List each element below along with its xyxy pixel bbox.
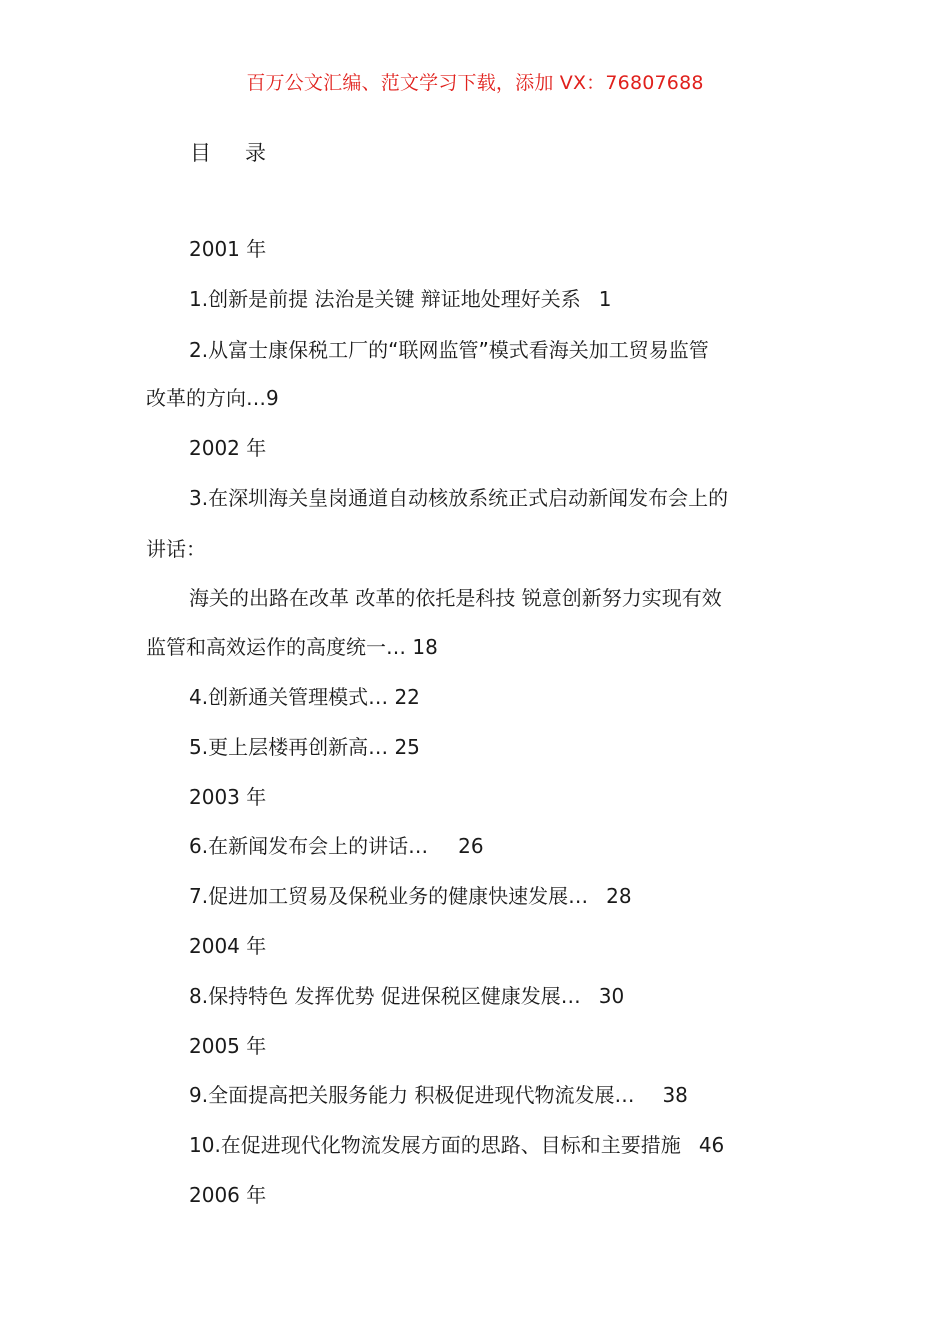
toc-entry-3: 3.在深圳海关皇岗通道自动核放系统正式启动新闻发布会上的 [189, 486, 729, 510]
toc-entry-7: 7.促进加工贸易及保税业务的健康快速发展… 28 [189, 884, 632, 908]
toc-title-char-2: 录 [245, 141, 266, 165]
toc-entry-3-cont: 讲话： [146, 537, 206, 561]
page-number: 28 [606, 884, 632, 908]
year-heading-2004: 2004 年 [189, 934, 267, 958]
watermark-header: 百万公文汇编、范文学习下载，添加 VX：76807688 [246, 72, 704, 94]
toc-entry-4: 4.创新通关管理模式… 22 [189, 685, 420, 709]
page-number: 26 [458, 834, 484, 858]
toc-title-char-1: 目 [190, 141, 211, 165]
toc-entry-6: 6.在新闻发布会上的讲话… 26 [189, 834, 484, 858]
page-number: 1 [598, 287, 612, 311]
toc-entry-10: 10.在促进现代化物流发展方面的思路、目标和主要措施 46 [189, 1133, 725, 1157]
toc-entry-9: 9.全面提高把关服务能力 积极促进现代物流发展… 38 [189, 1083, 688, 1107]
page-number: 30 [598, 984, 625, 1008]
toc-entry-8: 8.保持特色 发挥优势 促进保税区健康发展… 30 [189, 984, 625, 1008]
toc-entry-5: 5.更上层楼再创新高… 25 [189, 735, 420, 759]
toc-title [190, 137, 266, 167]
page-number: 38 [662, 1083, 688, 1107]
toc-entry-3-subtitle-cont: 监管和高效运作的高度统一… 18 [146, 635, 438, 659]
toc-entry-3-subtitle: 海关的出路在改革 改革的依托是科技 锐意创新努力实现有效 [189, 586, 722, 610]
page-number: 46 [698, 1133, 725, 1157]
year-heading-2003: 2003 年 [189, 785, 267, 809]
year-heading-2001: 2001 年 [189, 237, 267, 261]
year-heading-2006: 2006 年 [189, 1183, 267, 1207]
year-heading-2002: 2002 年 [189, 436, 267, 460]
year-heading-2005: 2005 年 [189, 1034, 267, 1058]
toc-entry-2-cont: 改革的方向…9 [146, 386, 279, 410]
toc-entry-2: 2.从富士康保税工厂的“联网监管”模式看海关加工贸易监管 [189, 338, 709, 362]
toc-entry-1: 1.创新是前提 法治是关键 辩证地处理好关系 1 [189, 287, 612, 311]
